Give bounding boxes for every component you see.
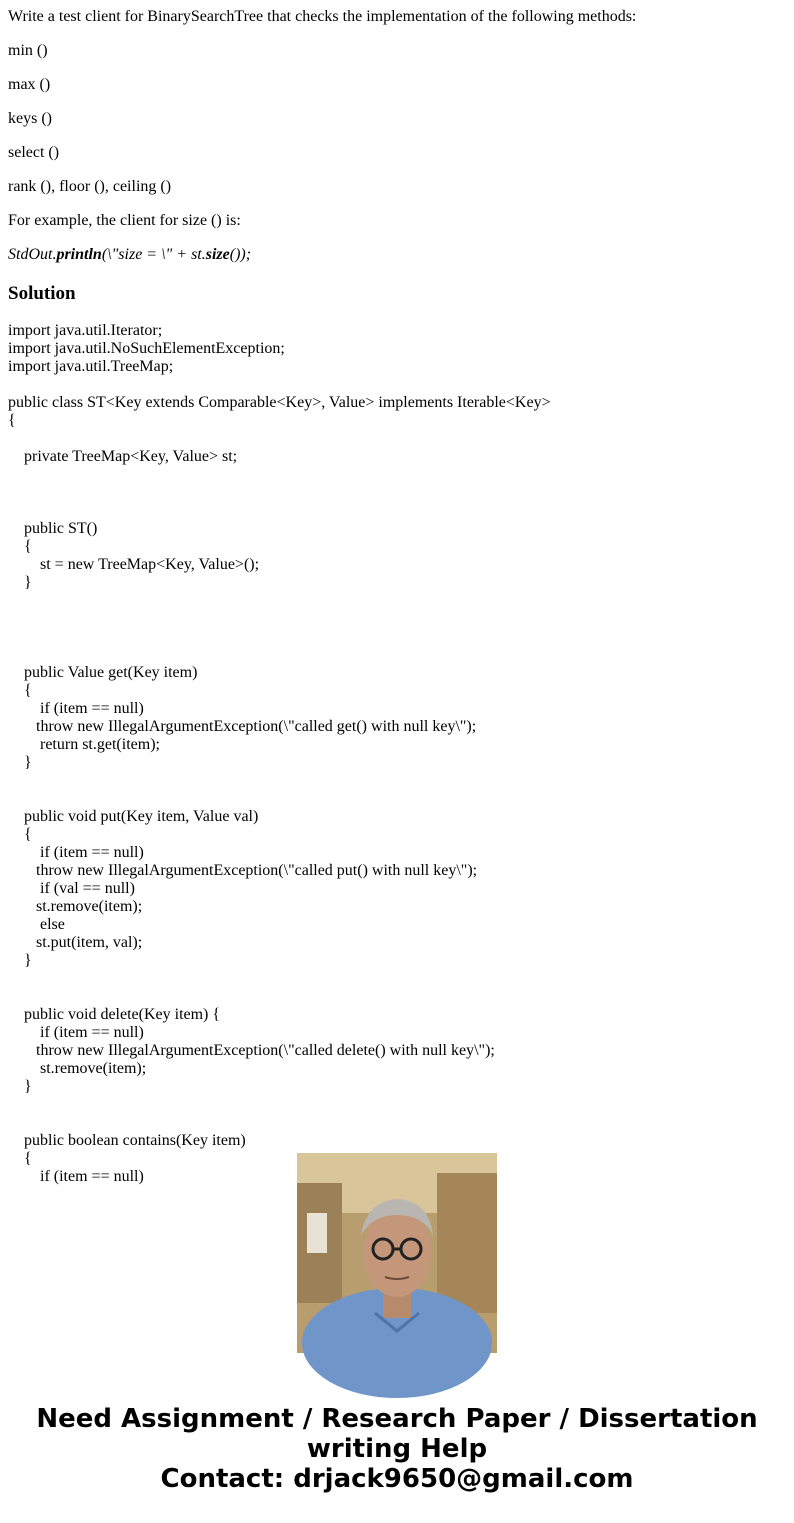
code-line: st = new TreeMap<Key, Value>(); bbox=[8, 556, 260, 573]
code-line bbox=[8, 376, 788, 394]
code-line: { bbox=[8, 1150, 32, 1167]
code-line: private TreeMap<Key, Value> st; bbox=[8, 448, 238, 465]
code-line bbox=[8, 988, 788, 1006]
contact-footer bbox=[0, 1404, 794, 1494]
code-line bbox=[8, 628, 788, 646]
code-line: st.put(item, val); bbox=[8, 934, 143, 951]
code-line bbox=[8, 970, 788, 988]
question-intro: Write a test client for BinarySearchTree that checks the implementation of the following methods: bbox=[8, 8, 637, 25]
method-item: min () bbox=[8, 42, 48, 59]
code-line bbox=[8, 646, 788, 664]
code-line: public void put(Key item, Value val) bbox=[8, 808, 259, 825]
code-line: { bbox=[8, 412, 16, 429]
code-line: throw new IllegalArgumentException(\"called get() with null key\"); bbox=[8, 718, 477, 735]
code-line bbox=[8, 484, 788, 502]
example-code-method: size bbox=[205, 246, 230, 263]
code-line bbox=[8, 466, 788, 484]
example-code-part: ()); bbox=[229, 246, 252, 263]
code-line: } bbox=[8, 754, 32, 771]
code-line: if (item == null) bbox=[8, 700, 144, 717]
code-line: public void delete(Key item) { bbox=[8, 1006, 221, 1023]
code-line: { bbox=[8, 538, 32, 555]
code-line: throw new IllegalArgumentException(\"called put() with null key\"); bbox=[8, 862, 478, 879]
code-line: } bbox=[8, 1078, 32, 1095]
footer-line: writing Help bbox=[306, 1434, 488, 1464]
code-line: } bbox=[8, 952, 32, 969]
code-line: else bbox=[8, 916, 65, 933]
author-avatar bbox=[297, 1153, 497, 1353]
code-line bbox=[8, 772, 788, 790]
method-item: keys () bbox=[8, 110, 52, 127]
question-block bbox=[8, 0, 788, 264]
code-line: return st.get(item); bbox=[8, 736, 160, 753]
code-line: public boolean contains(Key item) bbox=[8, 1132, 246, 1149]
code-line: import java.util.TreeMap; bbox=[8, 358, 174, 375]
code-line bbox=[8, 1114, 788, 1132]
code-line: st.remove(item); bbox=[8, 898, 143, 915]
solution-heading: Solution bbox=[8, 283, 76, 304]
solution-code bbox=[8, 322, 788, 1185]
code-line: import java.util.Iterator; bbox=[8, 322, 163, 339]
code-line: if (item == null) bbox=[8, 844, 144, 861]
code-line bbox=[8, 430, 788, 448]
code-line bbox=[8, 592, 788, 610]
method-item: max () bbox=[8, 76, 51, 93]
code-line: { bbox=[8, 826, 32, 843]
code-line bbox=[8, 1096, 788, 1114]
code-line: if (item == null) bbox=[8, 1168, 144, 1185]
code-line: throw new IllegalArgumentException(\"called delete() with null key\"); bbox=[8, 1042, 495, 1059]
example-code-part: (\"size = \" + st. bbox=[101, 246, 206, 263]
code-line: public class ST<Key extends Comparable<Key>, Value> implements Iterable<Key> bbox=[8, 394, 551, 411]
code-line bbox=[8, 502, 788, 520]
code-line: import java.util.NoSuchElementException; bbox=[8, 340, 285, 357]
footer-contact: Contact: drjack9650@gmail.com bbox=[160, 1464, 634, 1494]
code-line bbox=[8, 610, 788, 628]
footer-line: Need Assignment / Research Paper / Dissertation bbox=[36, 1404, 758, 1434]
example-lead: For example, the client for size () is: bbox=[8, 212, 241, 229]
code-line: st.remove(item); bbox=[8, 1060, 147, 1077]
person-photo-icon bbox=[297, 1153, 497, 1353]
code-line: public ST() bbox=[8, 520, 98, 537]
example-code-method: println bbox=[56, 246, 102, 263]
example-code bbox=[8, 246, 788, 264]
code-line: } bbox=[8, 574, 32, 591]
code-line: if (val == null) bbox=[8, 880, 135, 897]
code-line: public Value get(Key item) bbox=[8, 664, 198, 681]
method-item: rank (), floor (), ceiling () bbox=[8, 178, 172, 195]
code-line: if (item == null) bbox=[8, 1024, 144, 1041]
code-line: { bbox=[8, 682, 32, 699]
code-line bbox=[8, 790, 788, 808]
example-code-part: StdOut. bbox=[8, 246, 57, 263]
method-item: select () bbox=[8, 144, 60, 161]
